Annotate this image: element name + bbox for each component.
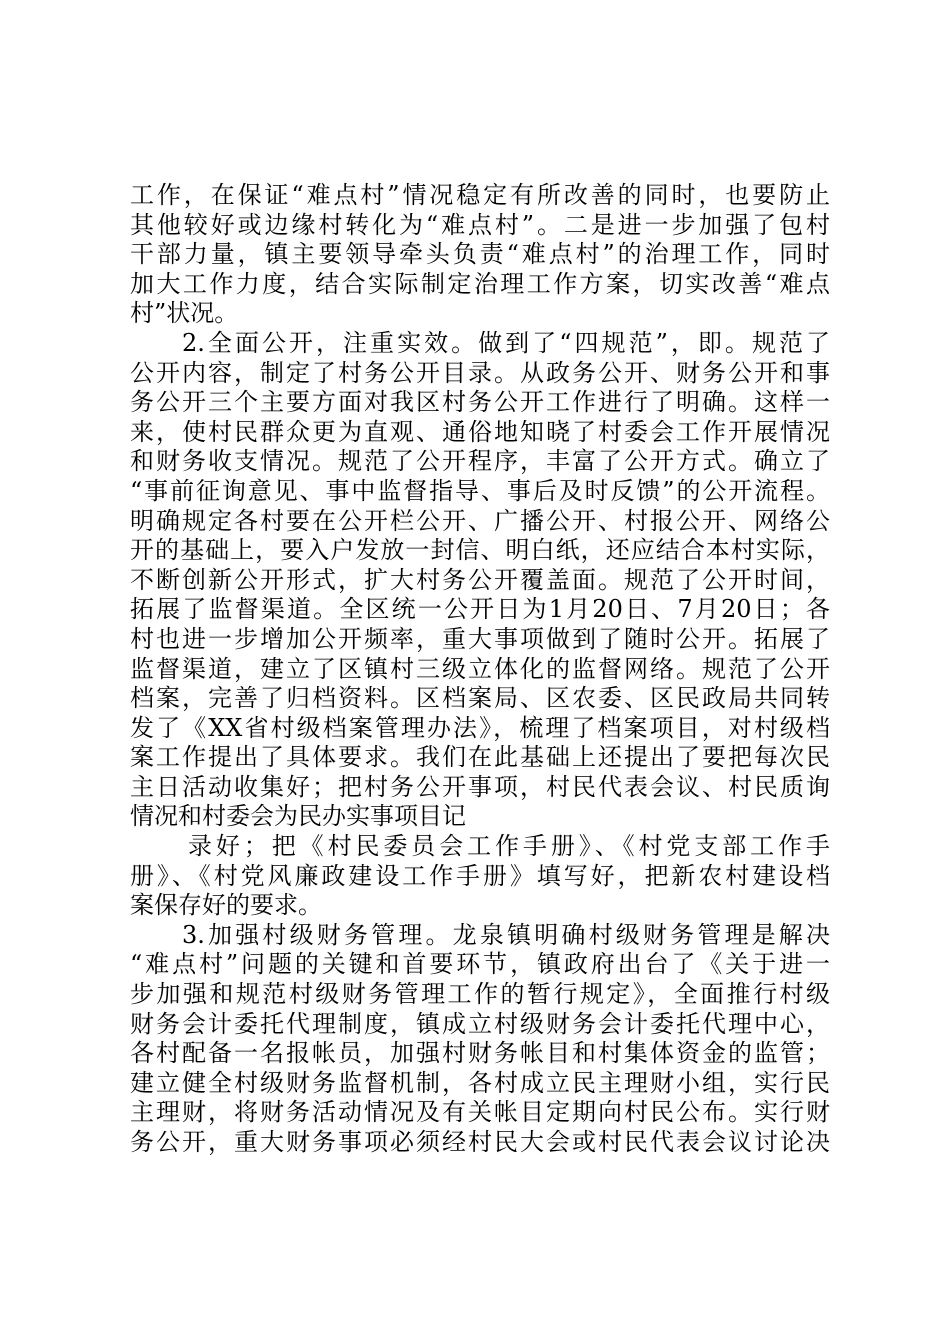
- text-line: 其他较好或边缘村转化为“难点村”。二是进一步加强了包村: [130, 210, 830, 239]
- text-line: 财务会计委托代理制度，镇成立村级财务会计委托代理中心，: [130, 1009, 830, 1038]
- text-line: 明确规定各村要在公开栏公开、广播公开、村报公开、网络公: [130, 506, 830, 535]
- text-line: 公开内容，制定了村务公开目录。从政务公开、财务公开和事: [130, 358, 830, 387]
- text-line: 来，使村民群众更为直观、通俗地知晓了村委会工作开展情况: [130, 417, 830, 446]
- paragraph-start-line: 3.加强村级财务管理。龙泉镇明确村级财务管理是解决: [182, 920, 830, 949]
- paragraph-start-line: 2.全面公开，注重实效。做到了“四规范”，即。规范了: [182, 328, 830, 357]
- text-line: 册》、《村党风廉政建设工作手册》填写好，把新农村建设档: [130, 861, 830, 890]
- text-line: 各村配备一名报帐员，加强村财务帐目和村集体资金的监管；: [130, 1039, 830, 1068]
- text-line: 发了《XX省村级档案管理办法》，梳理了档案项目，对村级档: [130, 713, 830, 742]
- body-text: [130, 181, 830, 1158]
- text-line: 务公开，重大财务事项必须经村民大会或村民代表会议讨论决: [130, 1128, 830, 1156]
- text-line: 监督渠道，建立了区镇村三级立体化的监督网络。规范了公开: [130, 654, 830, 683]
- text-line: 情况和村委会为民办实事项目记: [130, 802, 466, 831]
- text-line: 加大工作力度，结合实际制定治理工作方案，切实改善“难点: [130, 269, 830, 298]
- text-line: 工作，在保证“难点村”情况稳定有所改善的同时，也要防止: [130, 181, 830, 209]
- text-line: 步加强和规范村级财务管理工作的暂行规定》，全面推行村级: [130, 980, 830, 1009]
- text-line: 村也进一步增加公开频率，重大事项做到了随时公开。拓展了: [130, 624, 830, 653]
- text-line: 案保存好的要求。: [130, 891, 322, 920]
- text-line: “难点村”问题的关键和首要环节，镇政府出台了《关于进一: [130, 950, 830, 979]
- paragraph-start-line: 录好；把《村民委员会工作手册》、《村党支部工作手: [188, 832, 830, 861]
- text-line: 档案，完善了归档资料。区档案局、区农委、区民政局共同转: [130, 684, 830, 713]
- text-line: 务公开三个主要方面对我区村务公开工作进行了明确。这样一: [130, 388, 830, 417]
- text-line: 建立健全村级财务监督机制，各村成立民主理财小组，实行民: [130, 1068, 830, 1097]
- text-line: 村”状况。: [130, 299, 239, 328]
- text-line: “事前征询意见、事中监督指导、事后及时反馈”的公开流程。: [130, 476, 830, 505]
- text-line: 不断创新公开形式，扩大村务公开覆盖面。规范了公开时间，: [130, 565, 830, 594]
- text-line: 拓展了监督渠道。全区统一公开日为1月20日、7月20日；各: [130, 595, 830, 624]
- text-line: 干部力量，镇主要领导牵头负责“难点村”的治理工作，同时: [130, 240, 830, 269]
- text-line: 开的基础上，要入户发放一封信、明白纸，还应结合本村实际，: [130, 536, 830, 565]
- text-line: 案工作提出了具体要求。我们在此基础上还提出了要把每次民: [130, 743, 830, 772]
- text-line: 主理财，将财务活动情况及有关帐目定期向村民公布。实行财: [130, 1098, 830, 1127]
- text-line: 和财务收支情况。规范了公开程序，丰富了公开方式。确立了: [130, 447, 830, 476]
- text-line: 主日活动收集好；把村务公开事项，村民代表会议、村民质询: [130, 772, 830, 801]
